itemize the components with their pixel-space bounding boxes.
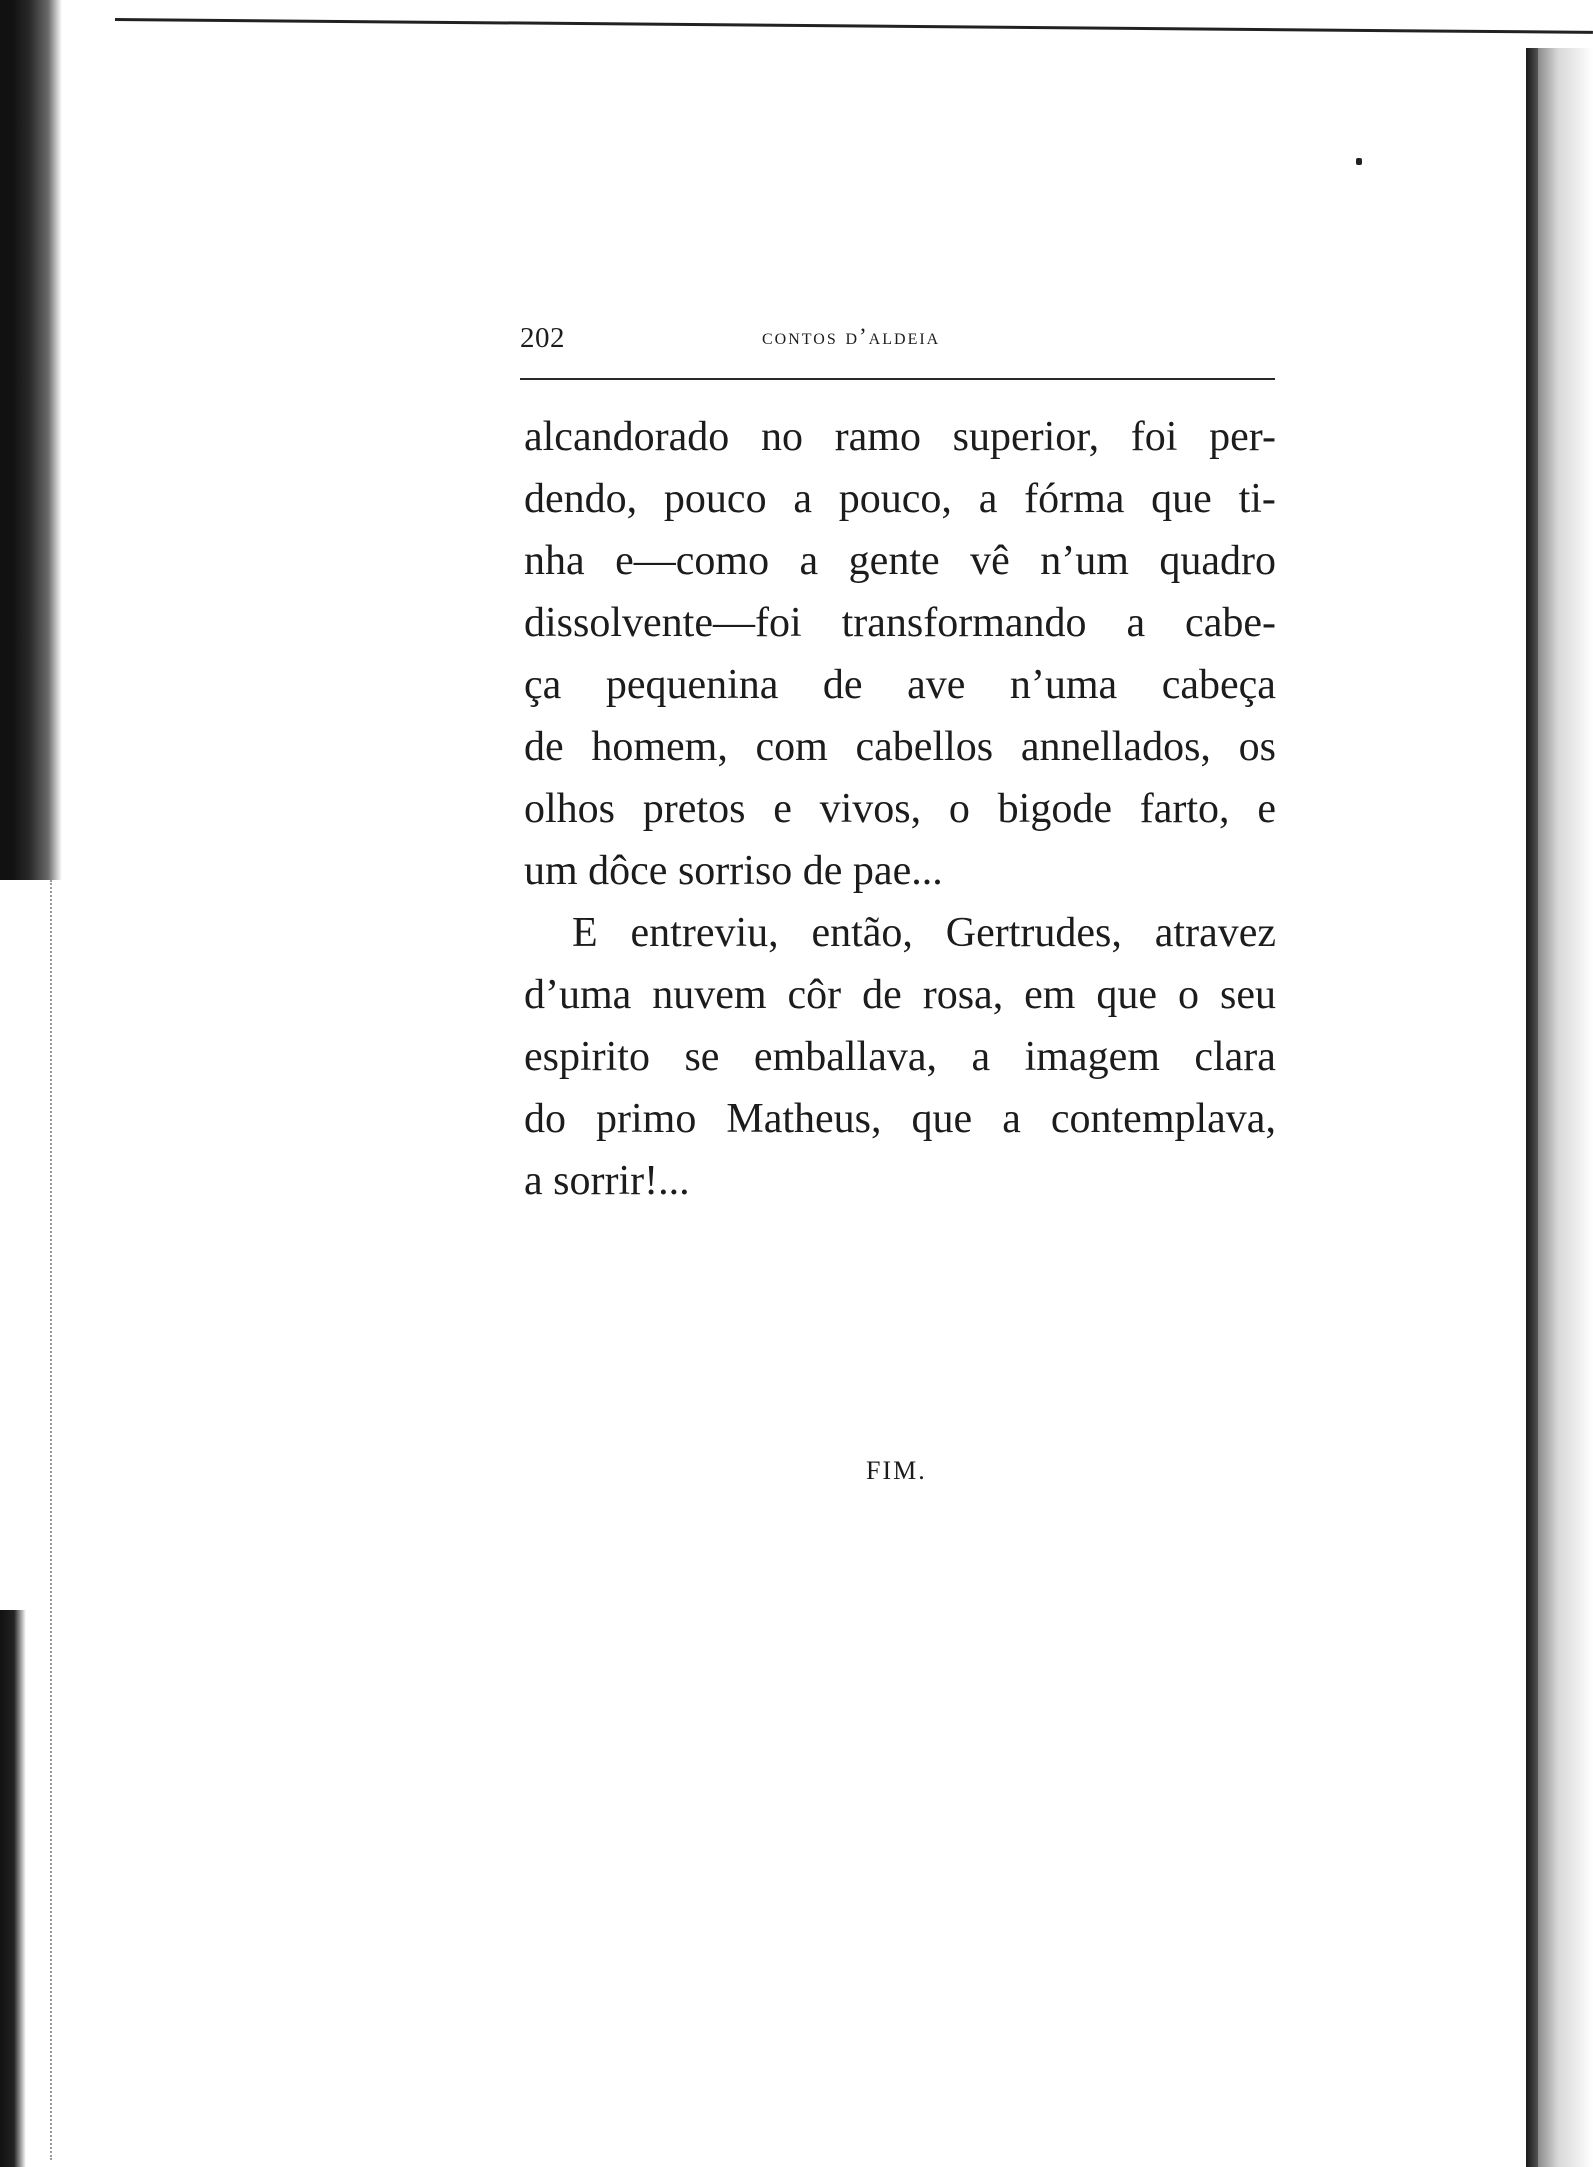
page-number: 202 — [520, 322, 565, 354]
text-line: a sorrir!... — [524, 1158, 690, 1204]
text-line: dissolvente—foi transformando a cabe- — [524, 600, 1276, 646]
scan-edge-right-fade — [1538, 48, 1593, 2167]
text-line: de homem, com cabellos annellados, os — [524, 724, 1276, 770]
header-rule — [520, 378, 1275, 380]
ink-speck — [1356, 158, 1362, 165]
paragraph-start-line: E entreviu, então, Gertrudes, atravez — [572, 910, 1276, 956]
text-line: alcandorado no ramo superior, foi per- — [524, 414, 1276, 460]
text-line: ça pequenina de ave n’uma cabeça — [524, 662, 1276, 708]
text-line: dendo, pouco a pouco, a fórma que ti- — [524, 476, 1276, 522]
text-line: do primo Matheus, que a contemplava, — [524, 1096, 1276, 1142]
text-line: d’uma nuvem côr de rosa, em que o seu — [524, 972, 1276, 1018]
scan-edge-shadow-left — [0, 0, 62, 880]
end-mark: FIM. — [866, 1456, 927, 1485]
scan-edge-shadow-left-lower — [0, 1610, 26, 2167]
text-line: olhos pretos e vivos, o bigode farto, e — [524, 786, 1276, 832]
running-title: contos d’aldeia — [762, 324, 941, 349]
body-text — [524, 406, 1276, 1212]
scan-edge-top — [115, 18, 1593, 34]
text-line: espirito se emballava, a imagem clara — [524, 1034, 1276, 1080]
scan-edge-right — [1526, 48, 1538, 2167]
text-line: um dôce sorriso de pae... — [524, 848, 943, 894]
text-line: nha e—como a gente vê n’um quadro — [524, 538, 1276, 584]
scan-edge-dots — [50, 880, 52, 2160]
